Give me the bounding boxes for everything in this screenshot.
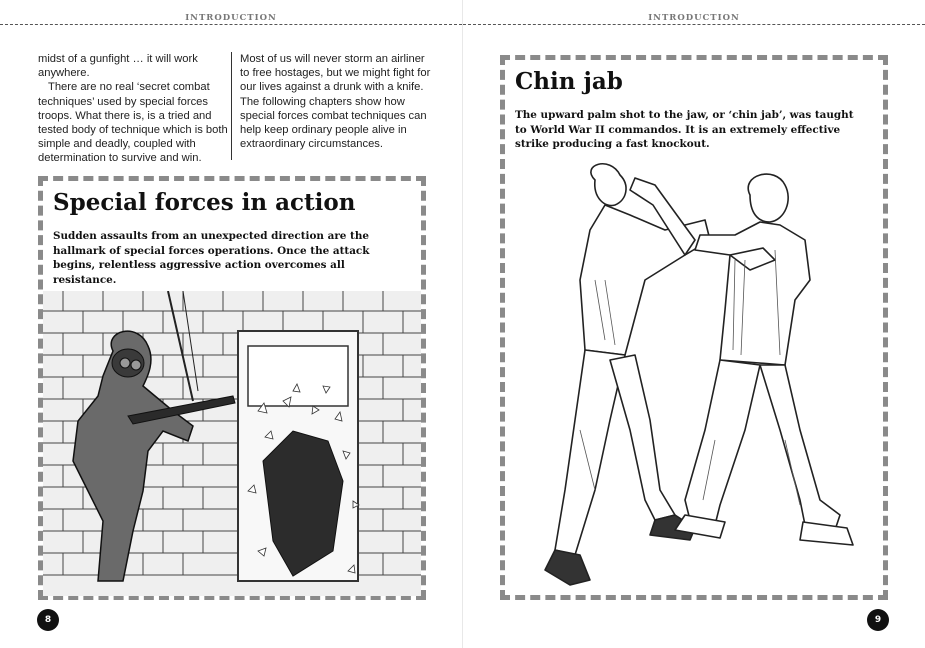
box-intro: The upward palm shot to the jaw, or ‘chin jab’, was taught to World War II commandos. It is an extremely effective strike producing a fast knockout. (515, 109, 854, 151)
body-column-2 (240, 52, 435, 151)
sidebar-box-chin-jab (500, 55, 888, 600)
special-forces-illustration (43, 291, 421, 596)
right-page (463, 0, 925, 648)
left-page (0, 0, 462, 648)
box-title: Chin jab (515, 68, 623, 95)
column-divider (231, 52, 232, 160)
paragraph: midst of a gunfight … it will work anywhere. (38, 53, 198, 80)
body-column-1 (38, 52, 228, 166)
sidebar-box-special-forces (38, 176, 426, 600)
paragraph: Most of us will never storm an airliner to free hostages, but we might fight for our lives against a drunk with a knife. The following chapters show how special forces combat techniques can help keep ordinary people alive in extraordinary circumstances. (240, 53, 431, 151)
paragraph: There are no real ‘secret combat techniques’ used by special forces troops. What there is, is a tried and tested body of technique which is both simple and deadly, coupled with determination to survive and win. (38, 81, 228, 165)
box-intro: Sudden assaults from an unexpected direction are the hallmark of special forces operations. Once the attack begins, relentless aggressive action overcomes all resistance. (53, 230, 370, 286)
box-title: Special forces in action (53, 189, 356, 216)
running-header: INTRODUCTION (0, 14, 462, 25)
chin-jab-illustration (535, 160, 865, 595)
page-number: 9 (867, 609, 889, 631)
running-header: INTRODUCTION (463, 14, 925, 25)
page-number: 8 (37, 609, 59, 631)
